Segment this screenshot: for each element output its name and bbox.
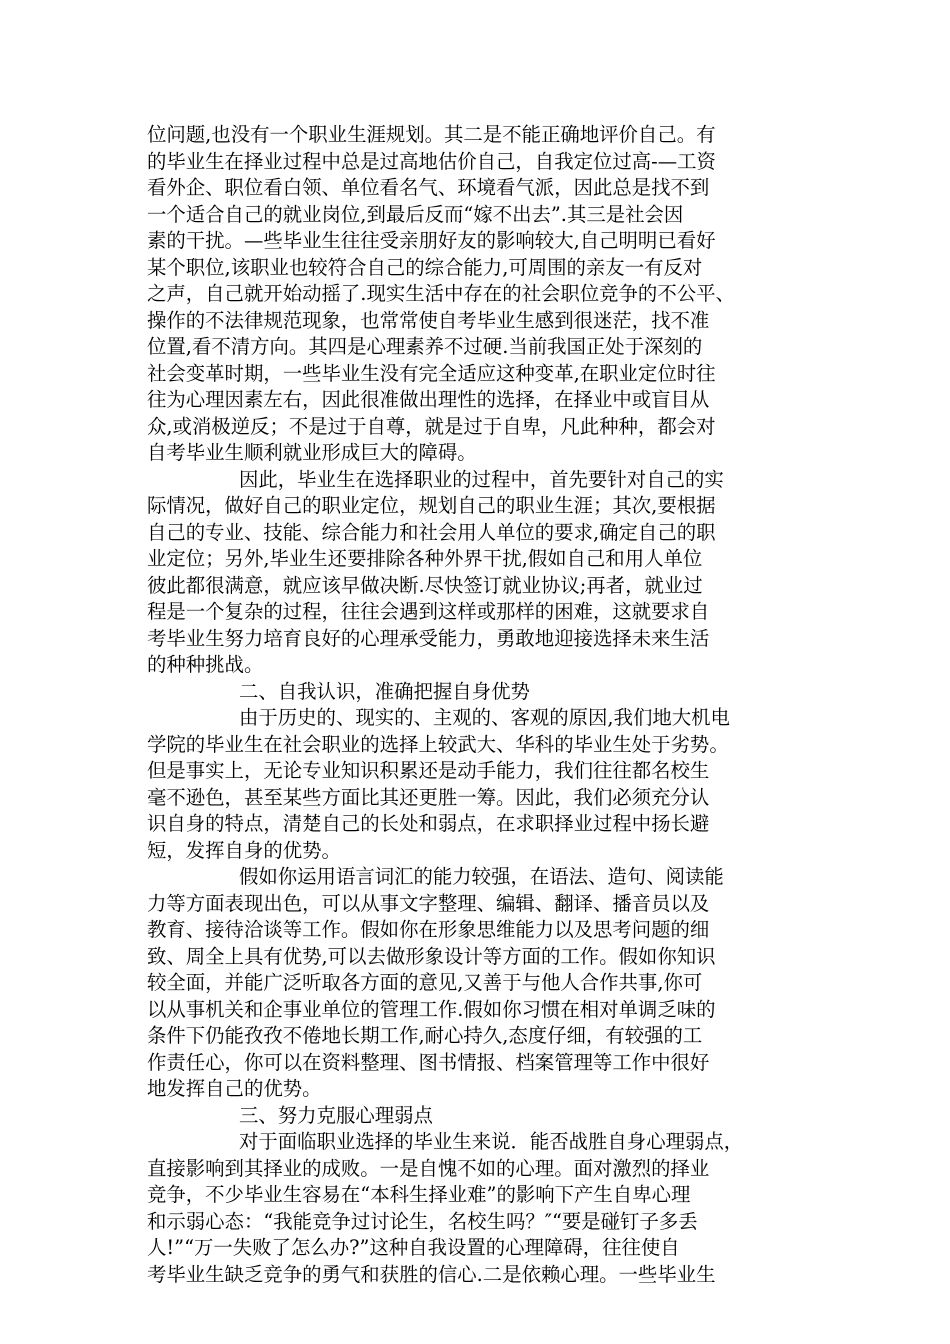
- text-line: 操作的不法律规范现象，也常常使自考毕业生感到很迷茫，找不准: [147, 308, 710, 332]
- text-line: 位问题,也没有一个职业生涯规划。其二是不能正确地评价自己。有: [147, 123, 716, 146]
- text-line: 人!”“万一失败了怎么办?”这种自我设置的心理障碍，往往使自: [147, 1236, 680, 1259]
- text-line: 的种种挑战。: [147, 653, 264, 676]
- text-line: 教育、接待洽谈等工作。假如你在形象思维能力以及思考问题的细: [147, 918, 710, 941]
- text-line: 以从事机关和企事业单位的管理工作.假如你习惯在相对单调乏味的: [147, 997, 716, 1021]
- text-line: 众,或消极逆反；不是过于自尊，就是过于自卑，凡此种种，都会对: [147, 414, 716, 438]
- text-line: 业定位；另外,毕业生还要排除各种外界干扰,假如自己和用人单位: [147, 547, 703, 570]
- text-line: 一个适合自己的就业岗位,到最后反而“嫁不出去”.其三是社会因: [147, 202, 684, 226]
- text-line: 条件下仍能孜孜不倦地长期工作,耐心持久,态度仔细，有较强的工: [147, 1024, 703, 1047]
- text-line: 较全面，并能广泛听取各方面的意见,又善于与他人合作共事,你可: [147, 971, 703, 994]
- text-line: 看外企、职位看白领、单位看名气、环境看气派，因此总是找不到: [147, 176, 710, 199]
- text-line: 彼此都很满意，就应该早做决断.尽快签订就业协议;再者，就业过: [147, 573, 703, 597]
- text-line: 素的干扰。—些毕业生往往受亲朋好友的影响较大,自己明明已看好: [147, 229, 716, 252]
- text-line: 但是事实上，无论专业知识积累还是动手能力，我们往往都名校生: [147, 759, 710, 782]
- paragraph-first-line: 由于历史的、现实的、主观的、客观的原因,我们地大机电: [239, 706, 730, 729]
- section-heading: 二、自我认识，准确把握自身优势: [239, 679, 530, 703]
- text-line: 作责任心，你可以在资料整理、图书情报、档案管理等工作中很好: [147, 1050, 710, 1074]
- text-line: 位置,看不清方向。其四是心理素养不过硬.当前我国正处于深刻的: [147, 335, 703, 358]
- text-line: 毫不逊色，甚至某些方面比其还更胜一筹。因此，我们必须充分认: [147, 785, 710, 809]
- text-line: 某个职位,该职业也较符合自己的综合能力,可周围的亲友一有反对: [147, 255, 703, 279]
- paragraph-first-line: 因此，毕业生在选择职业的过程中，首先要针对自己的实: [239, 467, 724, 491]
- paragraph-first-line: 对于面临职业选择的毕业生来说．能否战胜自身心理弱点，: [239, 1130, 744, 1153]
- text-line: 际情况，做好自己的职业定位，规划自己的职业生涯；其次,要根据: [147, 494, 716, 517]
- text-line: 自考毕业生顺利就业形成巨大的障碍。: [147, 441, 477, 464]
- text-line: 短，发挥自身的优势。: [147, 838, 341, 862]
- text-line: 之声，自己就开始动摇了.现实生活中存在的社会职位竞争的不公平、: [147, 282, 735, 305]
- text-line: 竞争，不少毕业生容易在“本科生择业难”的影响下产生自卑心理: [147, 1183, 691, 1206]
- text-line: 的毕业生在择业过程中总是过高地估价自己，自我定位过高-—工资: [147, 149, 716, 173]
- text-line: 力等方面表现出色，可以从事文字整理、编辑、翻译、播音员以及: [147, 891, 710, 915]
- section-heading: 三、努力克服心理弱点: [239, 1103, 433, 1127]
- text-line: 程是一个复杂的过程，往往会遇到这样或那样的困难，这就要求自: [147, 600, 710, 623]
- text-line: 识自身的特点，清楚自己的长处和弱点，在求职择业过程中扬长避: [147, 812, 710, 835]
- text-line: 致、周全上具有优势,可以去做形象设计等方面的工作。假如你知识: [147, 944, 716, 968]
- text-line: 往为心理因素左右，因此很准做出理性的选择，在择业中或盲目从: [147, 388, 710, 411]
- text-line: 学院的毕业生在社会职业的选择上较武大、华科的毕业生处于劣势。: [147, 732, 729, 756]
- paragraph-first-line: 假如你运用语言词汇的能力较强，在语法、造句、阅读能: [239, 865, 724, 888]
- text-line: 考毕业生缺乏竞争的勇气和获胜的信心.二是依赖心理。一些毕业生: [147, 1262, 716, 1286]
- text-line: 直接影响到其择业的成败。一是自愧不如的心理。面对激烈的择业: [147, 1156, 710, 1180]
- text-line: 自己的专业、技能、综合能力和社会用人单位的要求,确定自己的职: [147, 520, 716, 544]
- document-body: [147, 122, 817, 1288]
- text-line: 考毕业生努力培育良好的心理承受能力，勇敢地迎接选择未来生活: [147, 626, 710, 650]
- text-line: 和示弱心态：“我能竞争过讨论生，名校生吗？″“要是碰钉子多丢: [147, 1209, 698, 1233]
- text-line: 社会变革时期，一些毕业生没有完全适应这种变革,在职业定位时往: [147, 361, 716, 385]
- text-line: 地发挥自己的优势。: [147, 1077, 322, 1100]
